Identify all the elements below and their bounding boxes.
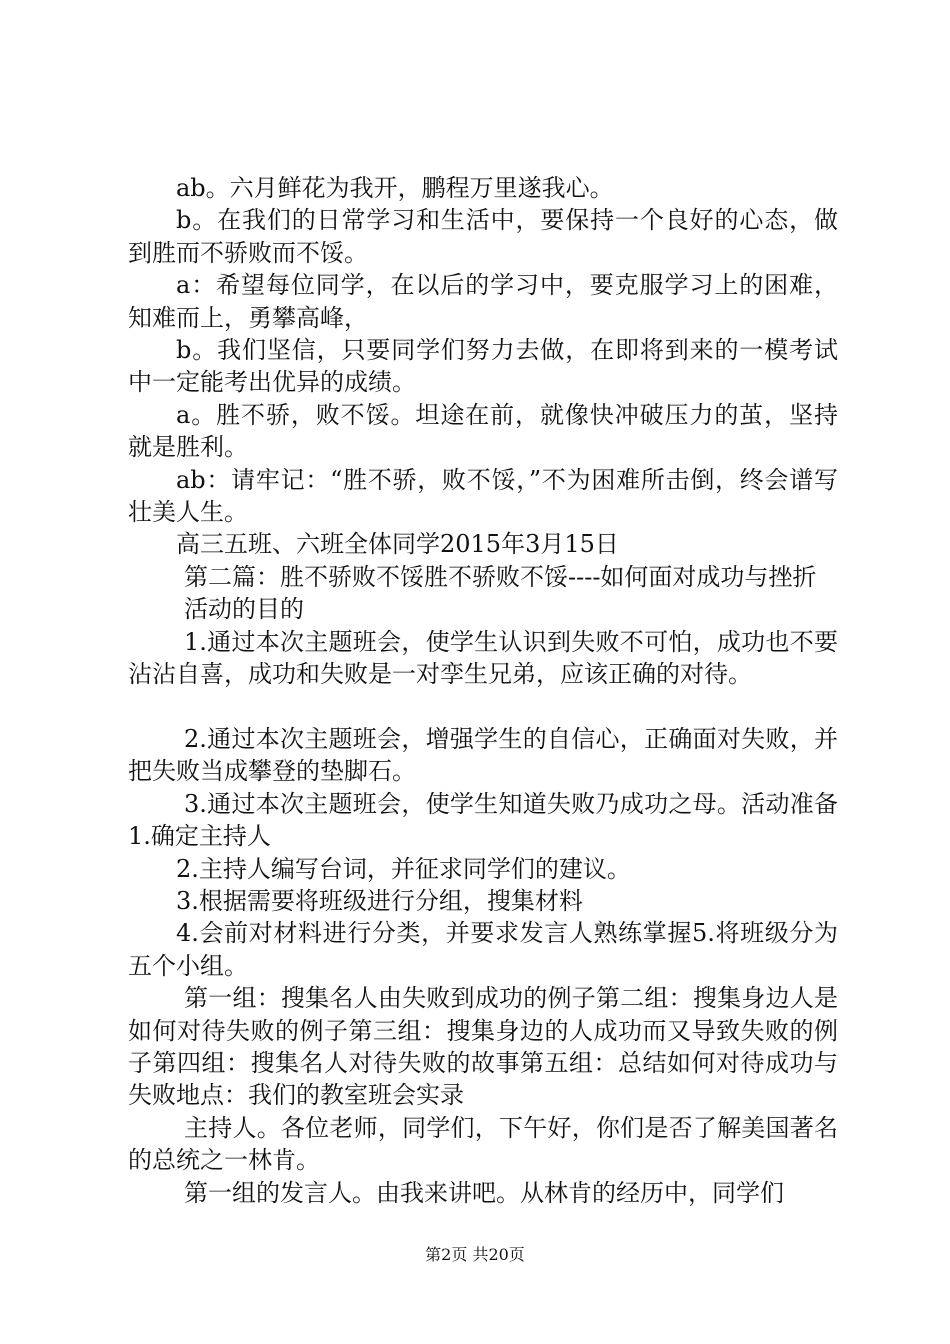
paragraph: 3.通过本次主题班会，使学生知道失败乃成功之母。活动准备1.确定主持人 xyxy=(128,789,838,851)
paragraph: 3.根据需要将班级进行分组，搜集材料 xyxy=(176,886,583,915)
paragraph: ab。六月鲜花为我开，鹏程万里遂我心。 xyxy=(176,174,614,202)
paragraph: 4.会前对材料进行分类，并要求发言人熟练掌握5.将班级分为五个小组。 xyxy=(128,919,838,980)
paragraph: 第一组的发言人。由我来讲吧。从林肯的经历中，同学们 xyxy=(184,1178,784,1207)
paragraph: 活动的目的 xyxy=(184,595,304,624)
paragraph: 高三五班、六班全体同学2015年3月15日 xyxy=(176,530,619,559)
paragraph: a：希望每位同学，在以后的学习中，要克服学习上的困难，知难而上，勇攀高峰， xyxy=(128,271,838,332)
paragraph: 1.通过本次主题班会，使学生认识到失败不可怕，成功也不要沾沾自喜，成功和失败是一对孪生兄弟，应该正确的对待。 xyxy=(128,627,838,689)
paragraph: 主持人。各位老师，同学们，下午好，你们是否了解美国著名的总统之一林肯。 xyxy=(128,1113,838,1175)
paragraph: b。我们坚信，只要同学们努力去做，在即将到来的一模考试中一定能考出优异的成绩。 xyxy=(128,336,838,397)
blank-line xyxy=(128,691,838,723)
paragraph: a。胜不骄，败不馁。坦途在前，就像快冲破压力的茧，坚持就是胜利。 xyxy=(128,400,838,462)
paragraph: 第一组：搜集名人由失败到成功的例子第二组：搜集身边人是如何对待失败的例子第三组：搜集身边的人成功而又导致失败的例子第四组：搜集名人对待失败的故事第五组：总结如何对待成功与失败地点：我们的教室班会实录 xyxy=(128,984,838,1110)
paragraph: b。在我们的日常学习和生活中，要保持一个良好的心态，做到胜而不骄败而不馁。 xyxy=(128,206,838,267)
paragraph: ab：请牢记：“胜不骄，败不馁，”不为困难所击倒，终会谱写壮美人生。 xyxy=(128,465,838,527)
page-footer: 第2页 共20页 xyxy=(425,1245,525,1264)
section-heading: 第二篇：胜不骄败不馁胜不骄败不馁----如何面对成功与挫折 xyxy=(184,562,817,591)
paragraph: 2.通过本次主题班会，增强学生的自信心，正确面对失败，并把失败当成攀登的垫脚石。 xyxy=(128,724,838,786)
paragraph: 2.主持人编写台词，并征求同学们的建议。 xyxy=(176,854,631,883)
document-body xyxy=(128,172,838,1209)
